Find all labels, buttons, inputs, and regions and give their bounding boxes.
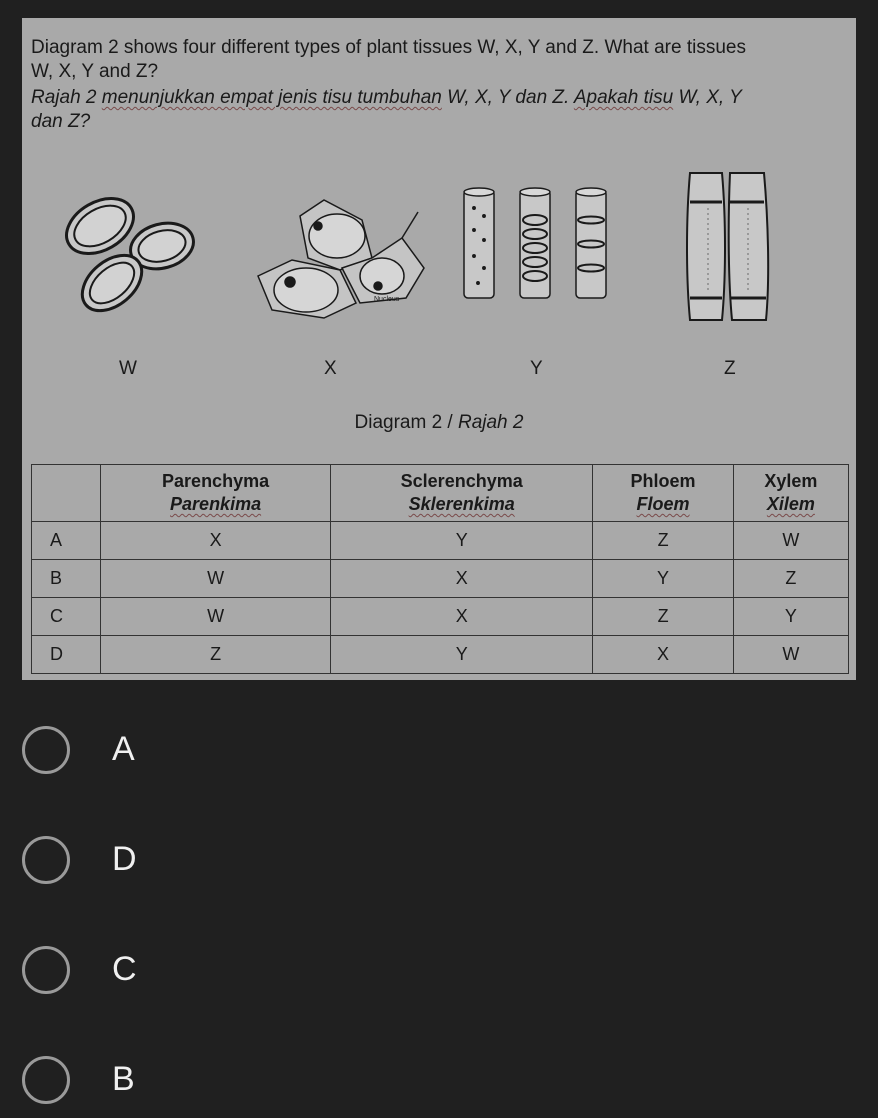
malay-prefix: Rajah 2 bbox=[31, 87, 102, 108]
table-cell: W bbox=[733, 636, 848, 674]
table-row bbox=[32, 522, 849, 560]
table-row bbox=[32, 598, 849, 636]
option-d[interactable] bbox=[22, 836, 422, 892]
malay-mid: W, X, Y dan Z. bbox=[441, 87, 574, 108]
tissue-w-drawing bbox=[57, 187, 199, 321]
tissue-label-w: W bbox=[119, 358, 137, 379]
radio-button-a[interactable] bbox=[22, 726, 70, 774]
option-a[interactable] bbox=[22, 726, 422, 782]
tissue-label-x: X bbox=[324, 358, 337, 379]
table-cell: X bbox=[101, 522, 331, 560]
row-label: B bbox=[32, 560, 101, 598]
tissue-x-drawing bbox=[258, 200, 424, 318]
table-cell: Z bbox=[593, 522, 734, 560]
header-phloem: Phloem Floem bbox=[593, 465, 734, 522]
question-text-english bbox=[31, 36, 851, 84]
question-line-1: Diagram 2 shows four different types of plant tissues W, X, Y and Z. What are tissues bbox=[31, 37, 746, 58]
tissue-z-drawing bbox=[687, 173, 768, 320]
table-cell: Y bbox=[331, 522, 593, 560]
caption-malay: Rajah 2 bbox=[457, 412, 524, 433]
radio-button-c[interactable] bbox=[22, 946, 70, 994]
malay-underlined-2: Apakah tisu bbox=[573, 87, 674, 108]
option-label-a: A bbox=[112, 730, 135, 768]
radio-button-b[interactable] bbox=[22, 1056, 70, 1104]
malay-line-2: dan Z? bbox=[31, 111, 91, 132]
table-cell: Y bbox=[593, 560, 734, 598]
row-label: A bbox=[32, 522, 101, 560]
table-cell: Y bbox=[331, 636, 593, 674]
question-line-2: W, X, Y and Z? bbox=[31, 61, 159, 82]
table-cell: Z bbox=[593, 598, 734, 636]
header-xylem: Xylem Xilem bbox=[733, 465, 848, 522]
table-cell: X bbox=[593, 636, 734, 674]
diagram-caption bbox=[22, 412, 856, 434]
plant-tissue-diagram bbox=[22, 168, 856, 368]
option-b[interactable] bbox=[22, 1056, 422, 1112]
table-cell: W bbox=[101, 598, 331, 636]
option-label-c: C bbox=[112, 950, 137, 988]
table-header-row bbox=[32, 465, 849, 522]
header-sclerenchyma: Sclerenchyma Sklerenkima bbox=[331, 465, 593, 522]
tissue-label-y: Y bbox=[530, 358, 543, 379]
question-card bbox=[22, 18, 856, 680]
row-label: C bbox=[32, 598, 101, 636]
table-cell: X bbox=[331, 598, 593, 636]
table-cell: Z bbox=[733, 560, 848, 598]
table-cell: Z bbox=[101, 636, 331, 674]
table-cell: Y bbox=[733, 598, 848, 636]
malay-underlined-1: menunjukkan empat jenis tisu tumbuhan bbox=[101, 87, 442, 108]
caption-english: Diagram 2 / bbox=[354, 412, 458, 433]
option-label-d: D bbox=[112, 840, 137, 878]
table-cell: X bbox=[331, 560, 593, 598]
question-text-malay bbox=[31, 86, 851, 134]
header-parenchyma: Parenchyma Parenkima bbox=[101, 465, 331, 522]
table-cell: W bbox=[733, 522, 848, 560]
tissue-label-z: Z bbox=[724, 358, 736, 379]
nucleus-label: Nucleus bbox=[374, 296, 400, 303]
tissue-y-drawing bbox=[464, 188, 606, 298]
table-row bbox=[32, 636, 849, 674]
radio-button-d[interactable] bbox=[22, 836, 70, 884]
option-c[interactable] bbox=[22, 946, 422, 1002]
row-label: D bbox=[32, 636, 101, 674]
table-row bbox=[32, 560, 849, 598]
malay-suffix: W, X, Y bbox=[673, 87, 742, 108]
option-label-b: B bbox=[112, 1060, 135, 1098]
answer-table bbox=[31, 464, 849, 674]
table-corner-cell bbox=[32, 465, 101, 522]
table-cell: W bbox=[101, 560, 331, 598]
